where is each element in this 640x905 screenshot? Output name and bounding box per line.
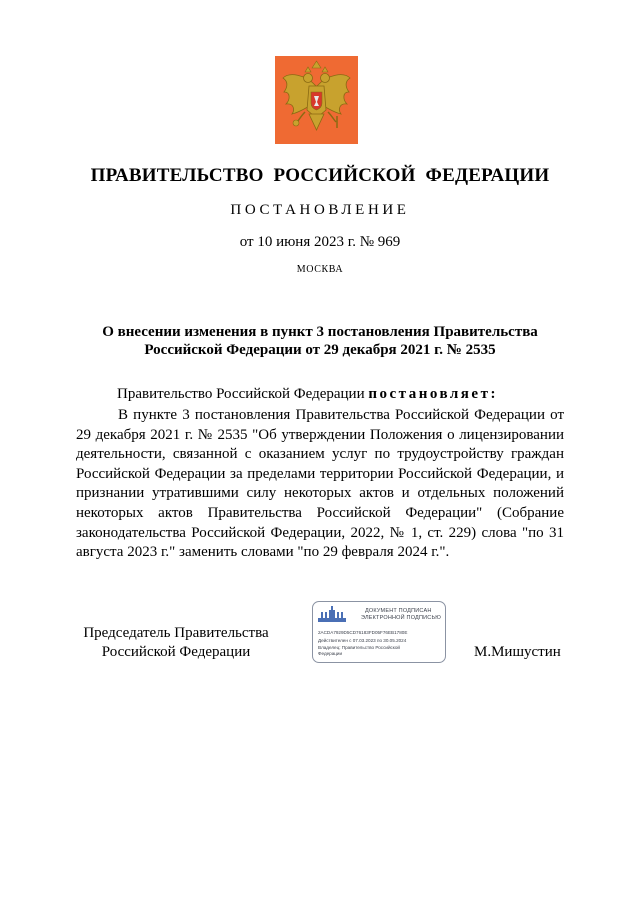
intro-keyword: постановляет:	[368, 386, 498, 402]
stamp-owner-line1: Владелец: Правительство Российской	[318, 645, 400, 650]
electronic-signature-stamp	[312, 601, 446, 663]
stamp-header-line2: ЭЛЕКТРОННОЙ ПОДПИСЬЮ	[361, 615, 442, 621]
resolution-title-line2: Российской Федерации от 29 декабря 2021 г. № 2535	[144, 342, 496, 358]
document-type: ПОСТАНОВЛЕНИЕ	[230, 202, 410, 218]
stamp-owner-line2: Федерации	[318, 651, 343, 656]
signer-position	[76, 624, 276, 662]
double-headed-eagle-icon	[275, 56, 358, 144]
government-building-icon	[318, 606, 346, 622]
city-name: МОСКВА	[296, 264, 344, 275]
stamp-certificate: 2ACDA7929D5CD76183FD05F76EB1780E	[318, 630, 408, 635]
resolution-body: В пункте 3 постановления Правительства Российской Федерации от 29 декабря 2021 г. № 2535 "Об утверждении Положения о лицензировании деятельности, связанной с оказанием услуг по трудоустройству граждан Российской Федерации за пределами территории Российской Федерации, и признании утратившими силу некоторых актов и отдельных положений некоторых актов Правительства Российской Федерации" (Собрание законодательства Российской Федерации, 2022, № 1, ст. 229) слова "по 31 августа 2023 г." заменить словами "по 29 февраля 2024 г.".	[76, 407, 564, 561]
resolution-intro	[117, 386, 498, 403]
stamp-header-line1: ДОКУМЕНТ ПОДПИСАН	[365, 608, 432, 614]
government-title: ПРАВИТЕЛЬСТВО РОССИЙСКОЙ ФЕДЕРАЦИИ	[90, 165, 550, 186]
signer-position-line2: Российской Федерации	[101, 644, 251, 660]
stamp-validity: Действителен с 07.03.2023 по 30.05.2024	[318, 638, 407, 643]
signer-name: М.Мишустин	[474, 644, 561, 660]
resolution-title-line1: О внесении изменения в пункт 3 постановления Правительства	[102, 324, 538, 340]
resolution-title	[70, 323, 570, 359]
signer-position-line1: Председатель Правительства	[83, 625, 269, 641]
intro-prefix: Правительство Российской Федерации	[117, 386, 365, 402]
document-date-number: от 10 июня 2023 г. № 969	[239, 234, 401, 250]
coat-of-arms-emblem	[275, 56, 358, 144]
